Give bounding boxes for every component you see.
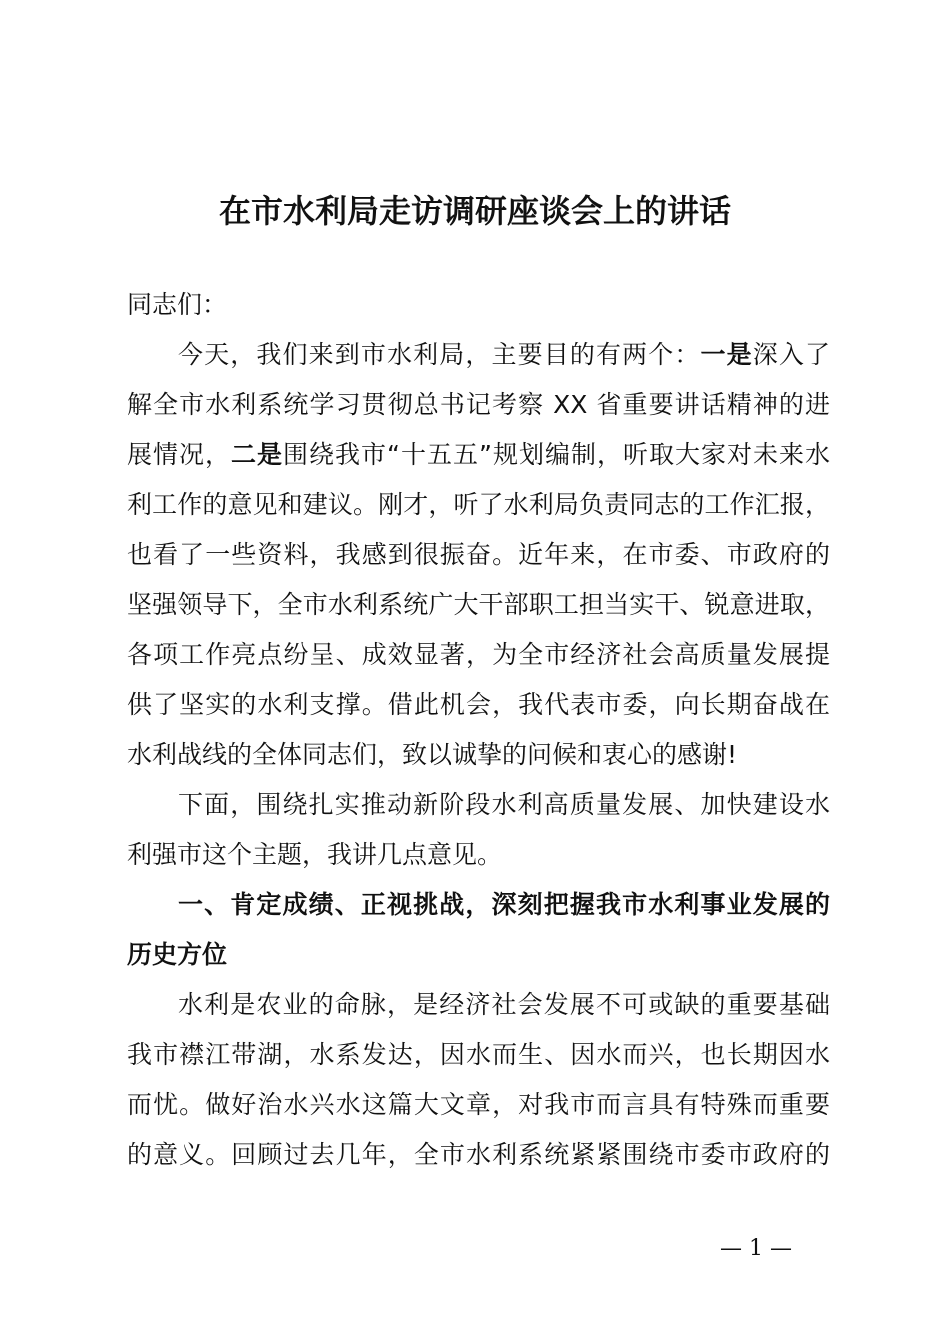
text-line: [178, 988, 830, 1022]
bold-text: 二是: [231, 440, 284, 469]
text-line: [127, 288, 830, 322]
page-number: — 1 —: [720, 1236, 792, 1261]
text-segment: 围绕我市“十五五”规划编制，听取大家对未来水: [283, 440, 830, 469]
text-line: [127, 388, 830, 422]
text-line: [127, 1138, 830, 1172]
text-segment: 而忧。做好治水兴水这篇大文章，对我市而言具有特殊而重要: [127, 1090, 830, 1119]
text-segment: 展情况，: [127, 440, 232, 469]
bold-text: 一是: [700, 340, 753, 369]
document-title: 在市水利局走访调研座谈会上的讲话: [218, 192, 731, 230]
text-line: [127, 438, 830, 472]
text-segment: 水利战线的全体同志们，致以诚挚的问候和衷心的感谢!: [127, 740, 738, 769]
text-line: [127, 688, 830, 722]
text-line: [178, 788, 830, 822]
text-line: [127, 938, 830, 972]
bold-text: 历史方位: [127, 940, 228, 969]
text-segment: 利工作的意见和建议。刚才，听了水利局负责同志的工作汇报，: [127, 490, 830, 519]
text-segment: 利强市这个主题，我讲几点意见。: [127, 840, 503, 869]
text-segment: 同志们：: [127, 290, 228, 319]
text-segment: 坚强领导下，全市水利系统广大干部职工担当实干、锐意进取，: [127, 590, 830, 619]
bold-text: 一、肯定成绩、正视挑战，深刻把握我市水利事业发展的: [178, 890, 830, 919]
text-line: [127, 588, 830, 622]
text-segment: 今天，我们来到市水利局，主要目的有两个：: [178, 340, 701, 369]
text-line: [127, 738, 830, 772]
text-line: [178, 888, 830, 922]
text-line: [127, 638, 830, 672]
text-segment: 解全市水利系统学习贯彻总书记考察 XX 省重要讲话精神的进: [127, 390, 830, 419]
text-segment: 我市襟江带湖，水系发达，因水而生、因水而兴，也长期因水: [127, 1040, 830, 1069]
text-line: [127, 1038, 830, 1072]
text-segment: 的意义。回顾过去几年，全市水利系统紧紧围绕市委市政府的: [127, 1140, 830, 1169]
text-line: [127, 1088, 830, 1122]
text-segment: 水利是农业的命脉，是经济社会发展不可或缺的重要基础: [178, 990, 830, 1019]
text-segment: 深入了: [752, 340, 830, 369]
text-line: [178, 338, 830, 372]
text-segment: 也看了一些资料，我感到很振奋。近年来，在市委、市政府的: [127, 540, 830, 569]
text-line: [127, 488, 830, 522]
text-segment: 供了坚实的水利支撑。借此机会，我代表市委，向长期奋战在: [127, 690, 830, 719]
text-segment: 各项工作亮点纷呈、成效显著，为全市经济社会高质量发展提: [127, 640, 830, 669]
text-line: [127, 838, 830, 872]
text-line: [127, 538, 830, 572]
text-segment: 下面，围绕扎实推动新阶段水利高质量发展、加快建设水: [178, 790, 830, 819]
